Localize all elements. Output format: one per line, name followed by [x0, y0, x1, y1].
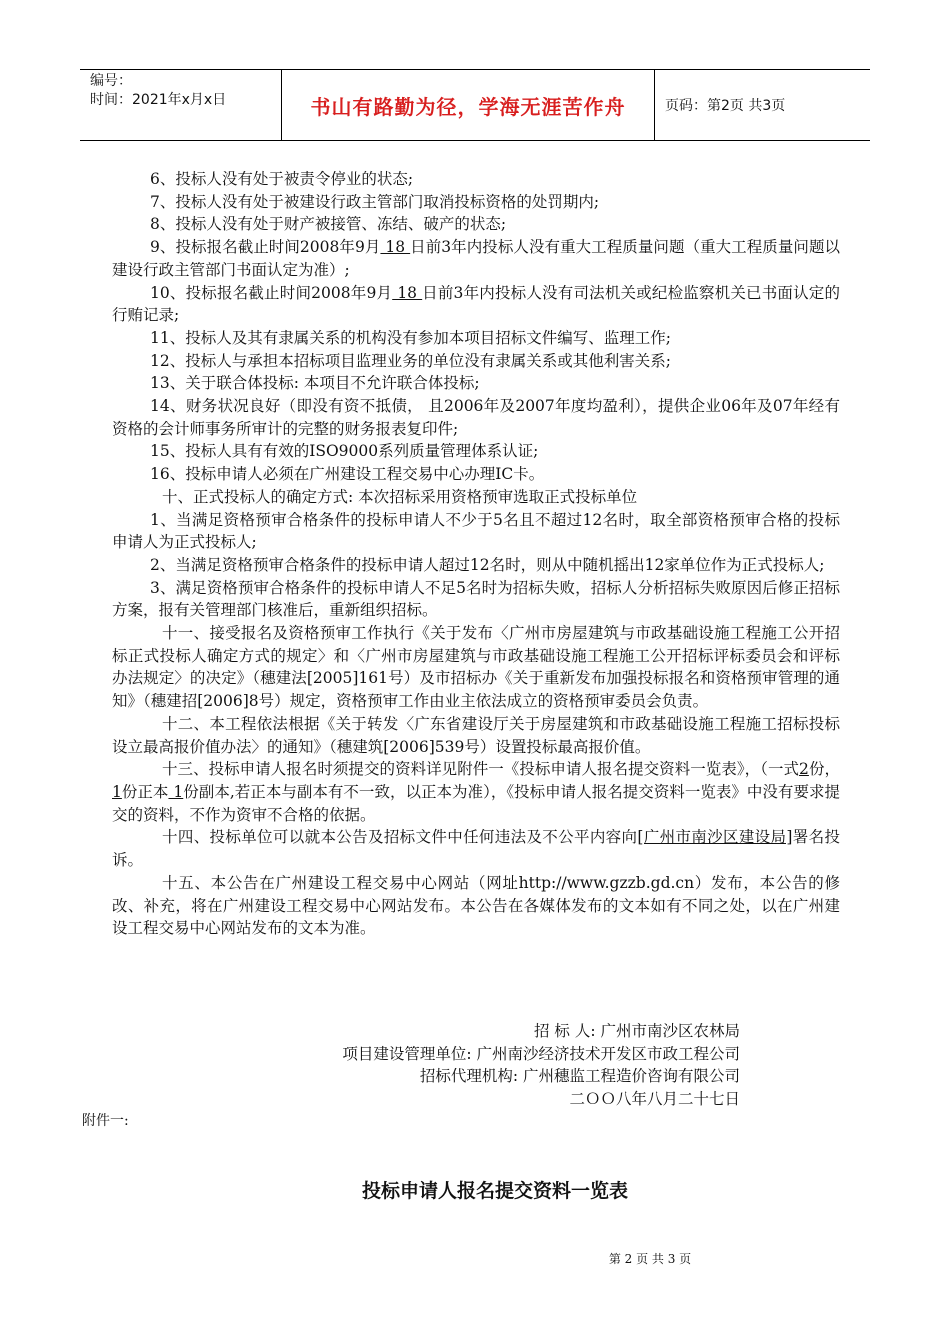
- header-motto: 书山有路勤为径，学海无涯苦作舟: [282, 70, 655, 140]
- manager-line: 项目建设管理单位: 广州南沙经济技术开发区市政工程公司: [342, 1044, 740, 1063]
- section-10-heading: 十、正式投标人的确定方式: 本次招标采用资格预审选取正式投标单位: [162, 487, 638, 506]
- paragraph-7: 7、投标人没有处于被建设行政主管部门取消投标资格的处罚期内;: [150, 192, 600, 211]
- attachment-label: 附件一:: [82, 1113, 129, 1129]
- paragraph-13: 13、关于联合体投标: 本项目不允许联合体投标;: [150, 374, 480, 393]
- number-label: 编号：: [90, 73, 132, 89]
- complaint-authority: [广州市南沙区建设局]: [637, 828, 793, 847]
- paragraph-12: 12、投标人与承担本招标项目监理业务的单位没有隶属关系或其他利害关系;: [150, 351, 671, 370]
- section-15: 十五、本公告在广州建设工程交易中心网站（网址http://www.gzzb.gd.cn）发布，本公告的修改、补充，将在广州建设工程交易中心网站发布。本公告在各媒体发布的文本如有不同之处，以在广州建设工程交易中心网站发布的文本为准。: [112, 873, 840, 938]
- signature-block: [110, 1020, 740, 1111]
- header-meta: [80, 70, 282, 140]
- paragraph-11: 11、投标人及其有隶属关系的机构没有参加本项目招标文件编写、监理工作;: [150, 328, 671, 347]
- underlined-date: 18: [392, 283, 423, 302]
- section-12: 十二、本工程依法根据《关于转发〈广东省建设厅关于房屋建筑和市政基础设施工程施工招标投标设立最高报价值办法〉的通知》（穗建筑[2006]539号）设置投标最高报价值。: [112, 714, 840, 756]
- time-label: 时间：2021年x月x日: [90, 92, 227, 108]
- section-10-item-3: 3、满足资格预审合格条件的投标申请人不足5名时为招标失败，招标人分析招标失败原因后修正招标方案，报有关管理部门核准后，重新组织招标。: [112, 578, 840, 620]
- paragraph-15: 15、投标人具有有效的ISO9000系列质量管理体系认证;: [150, 442, 539, 461]
- section-13: 十三、投标申请人报名时须提交的资料详见附件一《投标申请人报名提交资料一览表》，（一式2份， 1份正本 1份副本,若正本与副本有不一致，以正本为准），《投标申请人报名提交资料一览表》中没有要求提交的资料，不作为资审不合格的依据。: [112, 760, 840, 824]
- document-body: [112, 168, 840, 940]
- section-14: 十四、投标单位可以就本公告及招标文件中任何违法及不公平内容向[广州市南沙区建设局]署名投诉。: [112, 828, 840, 870]
- attachment-title: 投标申请人报名提交资料一览表: [361, 1180, 628, 1202]
- paragraph-9: 9、投标报名截止时间2008年9月 18 日前3年内投标人没有重大工程质量问题（重大工程质量问题以建设行政主管部门书面认定为准）;: [112, 238, 841, 279]
- section-10-item-2: 2、当满足资格预审合格条件的投标申请人超过12名时，则从中随机摇出12家单位作为正式投标人;: [150, 555, 825, 574]
- page-footer: 第 2 页 共 3 页: [608, 1252, 692, 1266]
- header-page-info: 页码：第2页 共3页: [665, 98, 786, 114]
- date-line: 二ＯＯ八年八月二十七日: [569, 1090, 740, 1109]
- agent-line: 招标代理机构: 广州穗监工程造价咨询有限公司: [419, 1067, 740, 1086]
- paragraph-6: 6、投标人没有处于被责令停业的状态;: [150, 170, 414, 188]
- paragraph-14: 14、财务状况良好（即没有资不抵债， 且2006年及2007年度均盈利），提供企业06年及07年经有资格的会计师事务所审计的完整的财务报表复印件;: [112, 397, 840, 438]
- underlined-date: 18: [380, 238, 411, 257]
- paragraph-10: 10、投标报名截止时间2008年9月 18 日前3年内投标人没有司法机关或纪检监察机关已书面认定的行贿记录;: [112, 283, 840, 325]
- tenderer-line: 招 标 人: 广州市南沙区农林局: [533, 1022, 740, 1040]
- section-11: 十一、接受报名及资格预审工作执行《关于发布〈广州市房屋建筑与市政基础设施工程施工公开招标正式投标人确定方式的规定〉和〈广州市房屋建筑与市政基础设施工程施工公开招标评标委员会和评标办法规定〉的决定》（穗建法[2005]161号）及市招标办《关于重新发布加强投标报名和资格预审管理的通知》（穗建招[2006]8号）规定，资格预审工作由业主依法成立的资格预审委员会负责。: [112, 624, 840, 711]
- paragraph-8: 8、投标人没有处于财产被接管、冻结、破产的状态;: [150, 215, 507, 234]
- page-header: [80, 69, 870, 141]
- section-10-item-1: 1、当满足资格预审合格条件的投标申请人不少于5名且不超过12名时，取全部资格预审合格的投标申请人为正式投标人;: [112, 510, 840, 552]
- paragraph-16: 16、投标申请人必须在广州建设工程交易中心办理IC卡。: [150, 465, 545, 484]
